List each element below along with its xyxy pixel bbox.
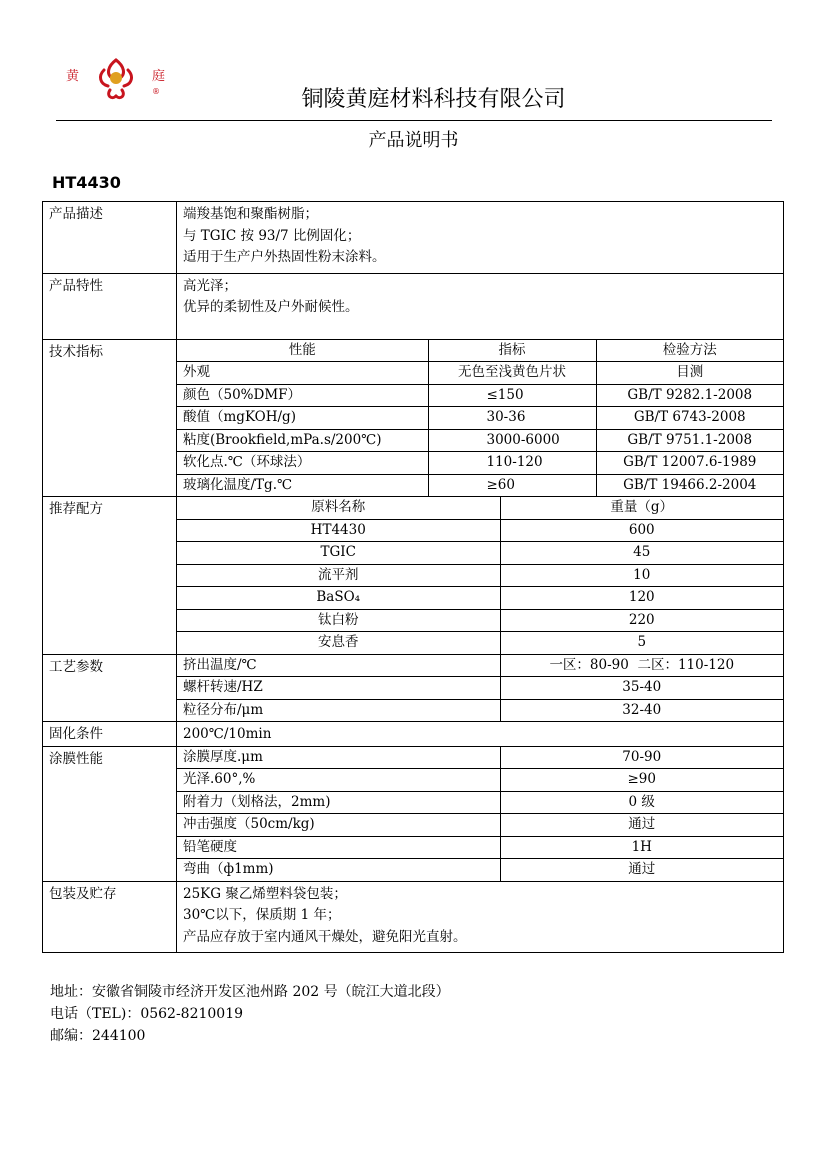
coating-property: 涂膜厚度.μm — [177, 747, 500, 769]
spec-value: ≥60 — [428, 474, 596, 496]
spec-method: GB/T 9282.1-2008 — [596, 384, 783, 407]
specs-subtable — [177, 340, 783, 497]
row-features — [43, 273, 784, 339]
table-row — [177, 429, 783, 452]
process-value: 32-40 — [500, 699, 783, 721]
table-row — [177, 474, 783, 496]
process-value: 35-40 — [500, 677, 783, 700]
coating-value: 通过 — [500, 814, 783, 837]
formula-material: 钛白粉 — [177, 609, 500, 632]
storage-content — [177, 881, 784, 953]
table-row — [177, 384, 783, 407]
storage-line: 产品应存放于室内通风干燥处，避免阳光直射。 — [183, 928, 467, 945]
formula-weight: 10 — [500, 564, 783, 587]
footer-contact — [50, 981, 450, 1047]
row-curing — [43, 722, 784, 747]
formula-weight: 600 — [500, 519, 783, 542]
table-row — [177, 564, 783, 587]
table-row — [177, 632, 783, 654]
specs-header-value: 指标 — [428, 340, 596, 362]
storage-line: 30℃以下，保质期 1 年； — [183, 907, 341, 923]
footer-phone: 电话（TEL)：0562-8210019 — [50, 1006, 244, 1022]
spec-value: ≤150 — [428, 384, 596, 407]
spec-table — [42, 201, 784, 953]
coating-property: 附着力（划格法，2mm) — [177, 791, 500, 814]
coating-property: 冲击强度（50cm/kg) — [177, 814, 500, 837]
specs-header-method: 检验方法 — [596, 340, 783, 362]
table-row — [177, 677, 783, 700]
description-content — [177, 202, 784, 274]
spec-property: 酸值（mgKOH/g) — [177, 407, 428, 430]
process-param: 挤出温度/℃ — [177, 655, 500, 677]
logo-registered-mark: ® — [152, 87, 160, 96]
formula-content — [177, 497, 784, 655]
formula-header-weight: 重量（g） — [500, 497, 783, 519]
process-value: 一区：80-90 二区：110-120 — [500, 655, 783, 677]
table-row — [177, 362, 783, 385]
process-param: 螺杆转速/HZ — [177, 677, 500, 700]
specs-header-row — [177, 340, 783, 362]
spec-property: 颜色（50%DMF） — [177, 384, 428, 407]
formula-material: 安息香 — [318, 634, 359, 650]
coating-property: 光泽.60°,% — [177, 769, 500, 792]
coating-content — [177, 746, 784, 881]
process-content — [177, 654, 784, 722]
spec-value: 30-36 — [428, 407, 596, 430]
document-title: 产品说明书 — [368, 130, 459, 151]
features-content — [177, 273, 784, 339]
process-subtable — [177, 655, 783, 722]
coating-property: 铅笔硬度 — [177, 836, 500, 859]
coating-value: 70-90 — [500, 747, 783, 769]
specs-header-property: 性能 — [177, 340, 428, 362]
process-param: 粒径分布/μm — [183, 701, 264, 718]
table-row — [177, 814, 783, 837]
spec-property: 软化点.℃（环球法） — [177, 452, 428, 475]
formula-subtable — [177, 497, 783, 654]
product-model: HT4430 — [52, 173, 121, 192]
spec-property: 粘度(Brookfield,mPa.s/200℃) — [177, 429, 428, 452]
storage-line: 25KG 聚乙烯塑料袋包装； — [183, 885, 347, 902]
label-features: 产品特性 — [43, 273, 177, 339]
coating-value: 0 级 — [500, 791, 783, 814]
description-line: 与 TGIC 按 93/7 比例固化； — [183, 227, 361, 244]
label-description: 产品描述 — [43, 202, 177, 274]
formula-material: TGIC — [177, 542, 500, 565]
spec-value: 3000-6000 — [428, 429, 596, 452]
features-line: 优异的柔韧性及户外耐候性。 — [183, 299, 359, 315]
header-divider — [56, 120, 772, 121]
coating-value: ≥90 — [500, 769, 783, 792]
logo-left-char: 黄 — [66, 69, 80, 84]
row-description — [43, 202, 784, 274]
label-storage: 包装及贮存 — [43, 881, 177, 953]
row-coating — [43, 746, 784, 881]
formula-weight: 120 — [500, 587, 783, 610]
label-curing: 固化条件 — [43, 722, 177, 747]
table-row — [177, 587, 783, 610]
formula-material: HT4430 — [177, 519, 500, 542]
table-row — [177, 655, 783, 677]
table-row — [177, 452, 783, 475]
spec-method: GB/T 19466.2-2004 — [596, 474, 783, 496]
coating-property: 弯曲（ф1mm) — [183, 861, 274, 877]
spec-value: 110-120 — [428, 452, 596, 475]
row-specs — [43, 339, 784, 497]
table-row — [177, 609, 783, 632]
table-row — [177, 836, 783, 859]
row-storage — [43, 881, 784, 953]
label-coating: 涂膜性能 — [43, 746, 177, 881]
spec-property: 外观 — [177, 362, 428, 385]
footer-address: 地址：安徽省铜陵市经济开发区池州路 202 号（皖江大道北段） — [50, 984, 450, 1000]
spec-value: 无色至浅黄色片状 — [428, 362, 596, 385]
row-formula — [43, 497, 784, 655]
spec-method: 目测 — [596, 362, 783, 385]
table-row — [177, 407, 783, 430]
table-row — [177, 699, 783, 721]
label-specs: 技术指标 — [43, 339, 177, 497]
formula-material: BaSO₄ — [177, 587, 500, 610]
spec-method: GB/T 12007.6-1989 — [596, 452, 783, 475]
coating-subtable — [177, 747, 783, 881]
coating-value: 通过 — [500, 859, 783, 881]
coating-value: 1H — [500, 836, 783, 859]
formula-weight: 45 — [500, 542, 783, 565]
table-row — [177, 769, 783, 792]
spec-method: GB/T 6743-2008 — [596, 407, 783, 430]
label-process: 工艺参数 — [43, 654, 177, 722]
footer-postcode: 邮编：244100 — [50, 1028, 146, 1044]
formula-weight: 220 — [500, 609, 783, 632]
table-row — [177, 859, 783, 881]
features-line: 高光泽； — [183, 277, 237, 294]
label-formula: 推荐配方 — [43, 497, 177, 655]
curing-value: 200℃/10min — [177, 722, 784, 747]
formula-material: 流平剂 — [177, 564, 500, 587]
formula-weight: 5 — [500, 632, 783, 654]
formula-header-row — [177, 497, 783, 519]
spec-method: GB/T 9751.1-2008 — [596, 429, 783, 452]
table-row — [177, 542, 783, 565]
spec-property: 玻璃化温度/Tg.℃ — [183, 476, 293, 493]
logo-right-char: 庭 — [152, 69, 166, 84]
specs-content — [177, 339, 784, 497]
description-line: 适用于生产户外热固性粉末涂料。 — [183, 249, 386, 265]
table-row — [177, 791, 783, 814]
table-row — [177, 519, 783, 542]
table-row — [177, 747, 783, 769]
formula-header-material: 原料名称 — [177, 497, 500, 519]
row-process — [43, 654, 784, 722]
description-line: 端羧基饱和聚酯树脂； — [183, 206, 318, 222]
company-name: 铜陵黄庭材料科技有限公司 — [301, 87, 566, 112]
